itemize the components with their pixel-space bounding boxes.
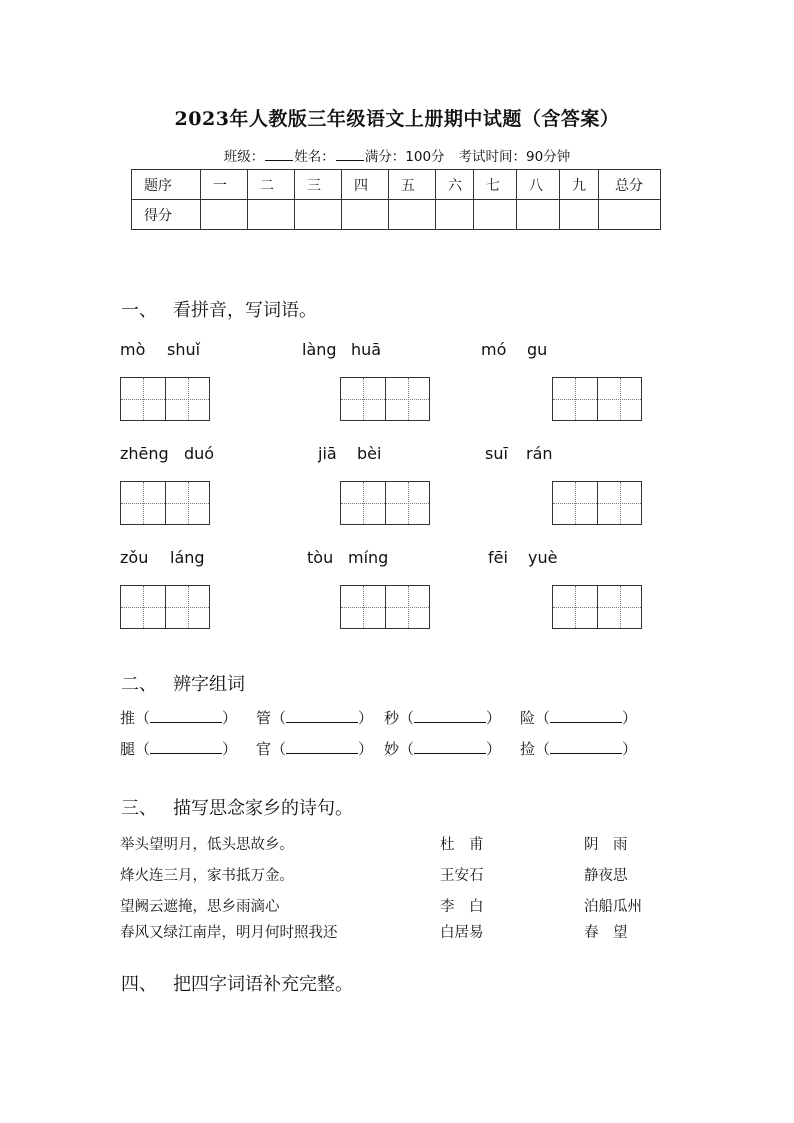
verse-1[interactable]: 举头望明月，低头思故乡。 [120, 837, 294, 853]
score-cell-total[interactable] [599, 200, 661, 230]
verse-3[interactable]: 望阙云遮掩，思乡雨滴心 [120, 899, 280, 915]
section4-title: 把四字词语补充完整。 [173, 974, 353, 995]
paren-close: ） [486, 709, 502, 727]
word-char: 推 [120, 709, 136, 727]
page-title: 2023年人教版三年级语文上册期中试题（含答案） [174, 108, 620, 130]
pinyin-6-1: suī [485, 444, 508, 463]
verse-4[interactable]: 春风又绿江南岸，明月何时照我还 [120, 925, 338, 941]
pinyin-7-1: zǒu [120, 548, 149, 567]
score-table [131, 169, 661, 230]
header-cell-4: 四 [342, 170, 389, 200]
word-char: 捡 [520, 740, 536, 758]
pinyin-2-2: huā [351, 340, 382, 359]
author-2[interactable]: 王安石 [440, 868, 484, 884]
section2-heading [121, 670, 245, 696]
author-3[interactable]: 李 白 [440, 899, 484, 915]
section2-num: 二、 [121, 674, 157, 695]
word-blank[interactable] [150, 708, 222, 723]
header-cell-3: 三 [295, 170, 342, 200]
tianzige-box[interactable] [340, 481, 430, 525]
pinyin-5-2: bèi [357, 444, 382, 463]
word-item [120, 738, 237, 759]
word-blank[interactable] [286, 739, 358, 754]
word-char: 管 [256, 709, 272, 727]
word-item [256, 707, 373, 728]
header-cell-7: 七 [474, 170, 517, 200]
paren-open: （ [271, 709, 287, 727]
pinyin-8-1: tòu [307, 548, 334, 567]
pinyin-3-1: mó [481, 340, 507, 359]
section1-num: 一、 [121, 300, 157, 321]
header-cell-total: 总分 [599, 170, 661, 200]
score-table-header-row [132, 170, 661, 200]
score-cell[interactable] [389, 200, 436, 230]
poem-title-4[interactable]: 春 望 [584, 925, 628, 941]
word-item [520, 707, 637, 728]
score-table-score-row [132, 200, 661, 230]
pinyin-6-2: rán [526, 444, 553, 463]
word-char: 腿 [120, 740, 136, 758]
header-cell-8: 八 [517, 170, 560, 200]
paren-open: （ [135, 709, 151, 727]
paren-close: ） [358, 709, 374, 727]
paren-close: ） [358, 740, 374, 758]
pinyin-3-2: gu [527, 340, 548, 359]
exam-info [0, 145, 794, 165]
header-cell-9: 九 [560, 170, 599, 200]
word-blank[interactable] [414, 739, 486, 754]
section3-title: 描写思念家乡的诗句。 [173, 798, 353, 819]
section4-heading [121, 970, 353, 996]
score-cell[interactable] [248, 200, 295, 230]
pinyin-4-1: zhēng [120, 444, 169, 463]
tianzige-box[interactable] [552, 377, 642, 421]
verse-2[interactable]: 烽火连三月，家书抵万金。 [120, 868, 294, 884]
paren-close: ） [486, 740, 502, 758]
paren-close: ） [622, 709, 638, 727]
section1-heading [121, 296, 317, 322]
poem-title-2[interactable]: 静夜思 [584, 868, 628, 884]
poem-title-1[interactable]: 阴 雨 [584, 837, 628, 853]
tianzige-box[interactable] [120, 481, 210, 525]
poem-title-3[interactable]: 泊船瓜州 [584, 899, 642, 915]
tianzige-box[interactable] [340, 377, 430, 421]
pinyin-5-1: jiā [318, 444, 337, 463]
section3-heading [121, 794, 353, 820]
pinyin-4-2: duó [184, 444, 215, 463]
word-char: 秒 [384, 709, 400, 727]
header-cell-6: 六 [436, 170, 474, 200]
score-cell[interactable] [560, 200, 599, 230]
header-cell-order: 题序 [132, 170, 201, 200]
word-item [520, 738, 637, 759]
word-blank[interactable] [414, 708, 486, 723]
tianzige-box[interactable] [340, 585, 430, 629]
header-cell-1: 一 [201, 170, 248, 200]
score-cell[interactable] [342, 200, 389, 230]
score-cell[interactable] [474, 200, 517, 230]
paren-open: （ [271, 740, 287, 758]
pinyin-2-1: làng [302, 340, 337, 359]
score-cell[interactable] [295, 200, 342, 230]
tianzige-box[interactable] [552, 481, 642, 525]
tianzige-box[interactable] [120, 585, 210, 629]
section4-num: 四、 [121, 974, 157, 995]
author-4[interactable]: 白居易 [440, 925, 484, 941]
tianzige-box[interactable] [552, 585, 642, 629]
class-label: 班级： [223, 149, 265, 165]
word-item [120, 707, 237, 728]
paren-open: （ [399, 709, 415, 727]
pinyin-8-2: míng [348, 548, 389, 567]
section1-title: 看拼音，写词语。 [173, 300, 317, 321]
tianzige-box[interactable] [120, 377, 210, 421]
word-item [384, 707, 501, 728]
pinyin-9-1: fēi [488, 548, 508, 567]
exam-time: 考试时间：90分钟 [458, 149, 571, 165]
header-cell-5: 五 [389, 170, 436, 200]
paren-open: （ [399, 740, 415, 758]
header-cell-2: 二 [248, 170, 295, 200]
word-blank[interactable] [550, 739, 622, 754]
paren-close: ） [622, 740, 638, 758]
class-blank[interactable] [265, 148, 293, 161]
section3-num: 三、 [121, 798, 157, 819]
author-1[interactable]: 杜 甫 [440, 837, 484, 853]
pinyin-1-1: mò [120, 340, 146, 359]
word-char: 险 [520, 709, 536, 727]
paren-open: （ [535, 709, 551, 727]
word-item [256, 738, 373, 759]
word-char: 妙 [384, 740, 400, 758]
paren-close: ） [222, 709, 238, 727]
word-blank[interactable] [286, 708, 358, 723]
word-item [384, 738, 501, 759]
section2-title: 辨字组词 [173, 674, 245, 695]
score-cell[interactable] [517, 200, 560, 230]
pinyin-1-2: shuǐ [167, 340, 201, 359]
pinyin-9-2: yuè [528, 548, 558, 567]
score-row-label: 得分 [132, 200, 201, 230]
name-blank[interactable] [336, 148, 364, 161]
score-cell[interactable] [201, 200, 248, 230]
paren-open: （ [535, 740, 551, 758]
word-blank[interactable] [150, 739, 222, 754]
name-label: 姓名： [294, 149, 335, 165]
word-char: 官 [256, 740, 272, 758]
full-score: 满分：100分 [364, 149, 445, 165]
score-cell[interactable] [436, 200, 474, 230]
paren-open: （ [135, 740, 151, 758]
paren-close: ） [222, 740, 238, 758]
word-blank[interactable] [550, 708, 622, 723]
pinyin-7-2: láng [170, 548, 205, 567]
